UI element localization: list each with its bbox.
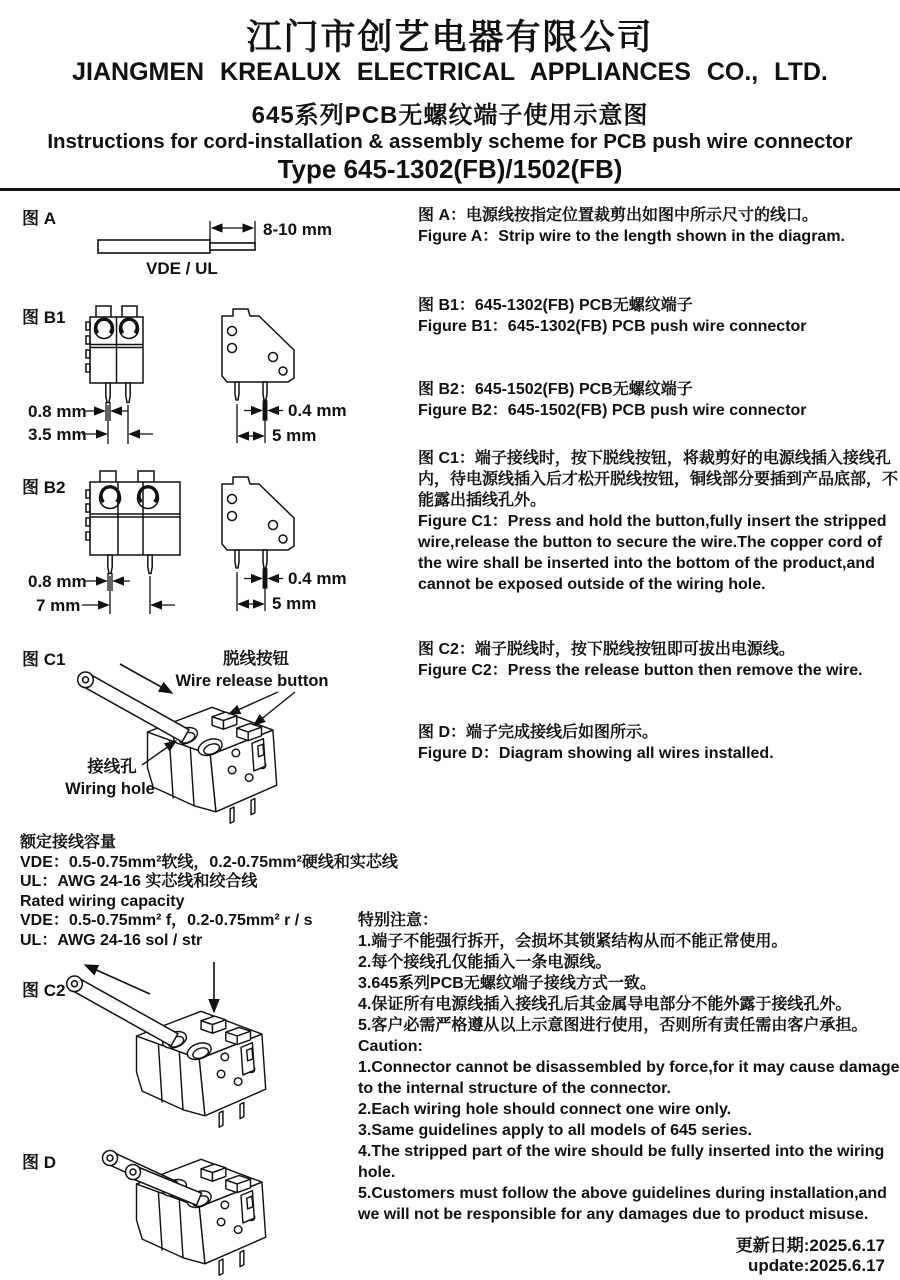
update-date-cn: 更新日期:2025.6.17 — [735, 1236, 885, 1255]
figure-c2-desc-en: Figure C2：Press the release button then remove the wire. — [418, 662, 863, 679]
caution-title-en: Caution: — [358, 1038, 423, 1055]
doc-subtitle-en: Instructions for cord-installation & assembly scheme for PCB push wire connector — [47, 130, 853, 153]
figure-c2-description — [418, 639, 900, 681]
b2-dim-side-pin: 0.4 mm — [288, 569, 347, 588]
figure-a-dim-label: 8-10 mm — [263, 220, 332, 239]
caution-item-cn-4: 4.保证所有电源线插入接线孔后其金属导电部分不能外露于接线孔外。 — [358, 996, 852, 1013]
capacity-ul-en: UL：AWG 24-16 sol / str — [20, 931, 203, 949]
figure-b2-desc-cn: 图 B2：645-1502(FB) PCB无螺纹端子 — [418, 381, 693, 398]
capacity-title-cn: 额定接线容量 — [20, 834, 117, 851]
figure-b2-desc-en: Figure B2：645-1502(FB) PCB push wire connector — [418, 402, 807, 419]
b2-dim-pin-width: 0.8 mm — [28, 572, 87, 591]
header-divider — [0, 188, 900, 191]
figure-a-desc-en: Figure A：Strip wire to the length shown in the diagram. — [418, 228, 845, 245]
caution-item-cn-1: 1.端子不能强行拆开，会损坏其锁紧结构从而不能正常使用。 — [358, 933, 788, 950]
figure-c1-drawing — [20, 638, 390, 838]
b1-dim-side-pin: 0.4 mm — [288, 401, 347, 420]
figure-b1-desc-en: Figure B1：645-1302(FB) PCB push wire connector — [418, 318, 807, 335]
caution-item-en-1: 1.Connector cannot be disassembled by force,for it may cause damage to the internal structure of the connector. — [358, 1059, 900, 1097]
wiring-hole-label-en: Wiring hole — [65, 780, 155, 798]
figure-a-standard-label: VDE / UL — [146, 259, 218, 278]
b2-dim-pitch: 7 mm — [36, 596, 81, 615]
release-button-leader-2 — [254, 692, 295, 725]
capacity-vde-cn: VDE：0.5-0.75mm²软线，0.2-0.75mm²硬线和实芯线 — [20, 853, 398, 871]
caution-item-cn-3: 3.645系列PCB无螺纹端子接线方式一致。 — [358, 975, 656, 992]
caution-title-cn: 特别注意： — [358, 912, 439, 929]
update-date-block — [736, 1236, 885, 1276]
update-date-en: update:2025.6.17 — [747, 1256, 885, 1275]
figure-c2-desc-cn: 图 C2：端子脱线时，按下脱线按钮即可拔出电源线。 — [418, 641, 795, 658]
figure-b1-label: 图 B1 — [22, 308, 66, 327]
b1-dim-pitch: 3.5 mm — [28, 425, 87, 444]
caution-item-cn-5: 5.客户必需严格遵从以上示意图进行使用，否则所有责任需由客户承担。 — [358, 1017, 868, 1034]
caution-item-cn-2: 2.每个接线孔仅能插入一条电源线。 — [358, 954, 612, 971]
figure-c2-label: 图 C2 — [22, 981, 66, 1000]
figure-c1-description — [418, 448, 900, 595]
figure-a-desc-cn: 图 A：电源线按指定位置裁剪出如图中所示尺寸的线口。 — [418, 207, 819, 224]
figure-b1-drawing — [20, 298, 390, 450]
company-title-en: JIANGMEN KREALUX ELECTRICAL APPLIANCES CO., LTD. — [72, 58, 828, 86]
release-button-label-en: Wire release button — [175, 672, 329, 690]
figure-d-desc-en: Figure D：Diagram showing all wires installed. — [418, 745, 774, 762]
figure-b2-label: 图 B2 — [22, 478, 66, 497]
figure-a-description — [418, 205, 900, 247]
figure-c2-drawing — [15, 960, 365, 1135]
figure-d-label: 图 D — [22, 1153, 56, 1172]
company-title-cn: 江门市创艺电器有限公司 — [246, 18, 654, 57]
figure-d-desc-cn: 图 D：端子完成接线后如图所示。 — [418, 724, 659, 741]
capacity-title-en: Rated wiring capacity — [20, 892, 185, 910]
capacity-vde-en: VDE：0.5-0.75mm² f，0.2-0.75mm² r / s — [20, 912, 313, 929]
caution-item-en-2: 2.Each wiring hole should connect one wire only. — [358, 1101, 732, 1118]
b2-dim-side-pitch: 5 mm — [272, 594, 317, 613]
doc-subtitle-cn: 645系列PCB无螺纹端子使用示意图 — [251, 102, 649, 129]
b1-dim-pin-width: 0.8 mm — [28, 402, 87, 421]
figure-c1-desc-en: Figure C1：Press and hold the button,fully insert the stripped wire,release the button to secure the wire.The copper cord of the wire shall be inserted into the bottom of the product,and cannot be exposed outside of the wiring hole. — [418, 513, 887, 593]
figure-a-label: 图 A — [22, 209, 56, 228]
release-button-leader-1 — [229, 692, 278, 714]
figure-d-description — [418, 722, 900, 764]
caution-item-en-3: 3.Same guidelines apply to all models of 645 series. — [358, 1122, 752, 1139]
capacity-ul-cn: UL：AWG 24-16 实芯线和绞合线 — [20, 873, 258, 890]
figure-b2-drawing — [20, 470, 390, 620]
b1-dim-side-pitch: 5 mm — [272, 426, 317, 445]
type-line: Type 645-1302(FB)/1502(FB) — [277, 154, 623, 184]
insert-direction-arrow — [120, 664, 172, 693]
figure-b2-description — [418, 379, 900, 421]
caution-item-en-4: 4.The stripped part of the wire should be fully inserted into the wiring hole. — [358, 1143, 885, 1181]
figure-d-drawing — [15, 1132, 365, 1280]
wiring-hole-label-cn: 接线孔 — [87, 758, 137, 776]
caution-item-en-5: 5.Customers must follow the above guidelines during installation,and we will not be responsible for any damages due to product misuse. — [358, 1185, 887, 1223]
figure-c1-label: 图 C1 — [22, 650, 66, 669]
figure-a-drawing — [20, 205, 390, 285]
figure-b1-desc-cn: 图 B1：645-1302(FB) PCB无螺纹端子 — [418, 297, 693, 314]
release-button-label-cn: 脱线按钮 — [223, 650, 289, 668]
caution-block — [358, 910, 900, 1225]
figure-b1-description — [418, 295, 900, 337]
figure-c1-desc-cn: 图 C1：端子接线时，按下脱线按钮，将裁剪好的电源线插入接线孔内，待电源线插入后才松开脱线按钮，铜线部分要插到产品底部，不能露出插线孔外。 — [418, 450, 899, 509]
